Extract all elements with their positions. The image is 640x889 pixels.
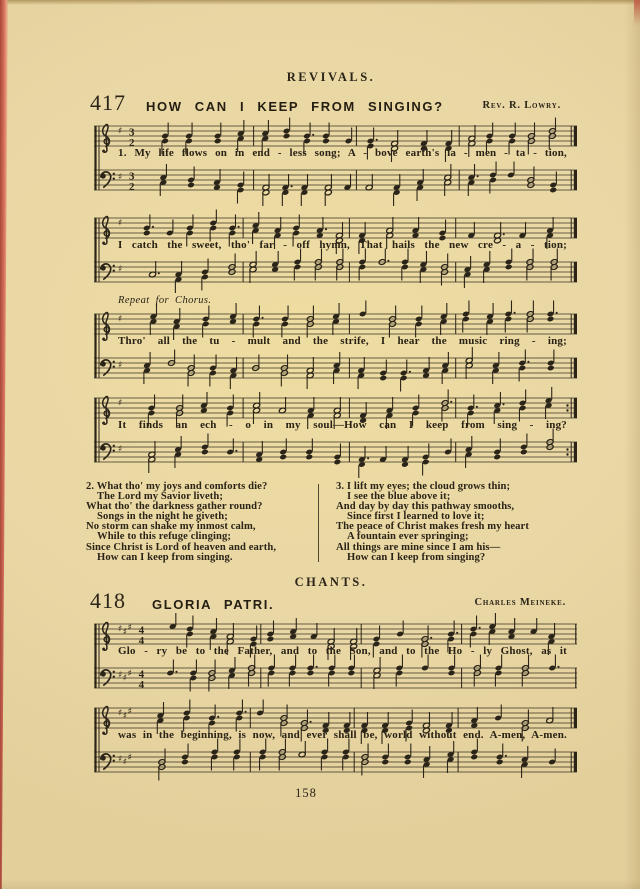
svg-text:♯: ♯	[118, 398, 123, 409]
svg-text:4: 4	[138, 678, 145, 691]
composer-417: Rev. R. Lowry.	[482, 100, 561, 111]
page-right-shade	[624, 0, 640, 889]
book-spine-edge	[0, 0, 9, 889]
music-system-2	[94, 212, 577, 290]
svg-text:♯: ♯	[127, 669, 132, 679]
section-head: CHANTS.	[294, 575, 368, 589]
verse-2	[86, 482, 318, 563]
verse-line: A fountain ever springing;	[347, 531, 469, 543]
music-system-1	[94, 120, 577, 198]
svg-text:♯: ♯	[118, 126, 123, 137]
verse-line: 3. I lift my eyes; the cloud grows thin;	[336, 481, 511, 492]
svg-text:♯: ♯	[122, 627, 128, 638]
verse-line: All things are mine since I am his—	[336, 541, 501, 553]
verses	[86, 482, 568, 563]
staff-svg	[94, 618, 577, 696]
song-number-418: 418	[90, 588, 126, 613]
svg-text:♯: ♯	[118, 264, 123, 275]
svg-text:♯: ♯	[122, 757, 128, 768]
staff-svg	[94, 212, 577, 290]
page-top-edge	[0, 0, 640, 5]
verse-line: Since first I learned to love it;	[347, 511, 485, 523]
svg-text:4: 4	[138, 634, 145, 647]
staff-svg	[94, 120, 577, 198]
svg-text:♯: ♯	[118, 708, 123, 719]
svg-text:♯: ♯	[118, 218, 123, 229]
svg-text:4: 4	[138, 668, 145, 681]
svg-text:3: 3	[129, 126, 135, 139]
staff-svg	[94, 308, 577, 386]
lyric-line: was in the beginning, is now, and ever shall be, world without end. A-men, A-men.	[118, 729, 567, 741]
verse-3	[336, 482, 568, 563]
page-number: 158	[295, 786, 317, 800]
music-system-6	[94, 702, 577, 780]
staff-svg	[94, 392, 577, 470]
verse-line: 2. What tho' my joys and comforts die?	[86, 481, 268, 492]
svg-text:♯: ♯	[127, 623, 132, 633]
song-title-417: HOW CAN I KEEP FROM SINGING?	[146, 99, 444, 114]
svg-text:2: 2	[129, 136, 135, 149]
svg-text:♯: ♯	[118, 314, 123, 325]
running-head: REVIVALS.	[286, 70, 376, 84]
svg-text:♯: ♯	[118, 754, 123, 765]
svg-text:♯: ♯	[118, 444, 123, 455]
svg-text:♯: ♯	[118, 172, 123, 183]
song-number-417: 417	[90, 90, 126, 115]
verse-line: How can I keep from singing.	[97, 551, 233, 563]
music-system-4	[94, 392, 577, 470]
svg-text:2: 2	[129, 180, 135, 193]
verse-line: Songs in the night he giveth;	[97, 511, 228, 523]
lyric-line: 1. My life flows on in end - less song; A - bove earth's la - men - ta - tion,	[118, 147, 567, 159]
svg-text:♯: ♯	[118, 670, 123, 681]
music-system-3	[94, 308, 577, 386]
verse-line: While to this refuge clinging;	[97, 531, 232, 543]
verse-line: I see the blue above it;	[347, 491, 451, 503]
svg-text:4: 4	[138, 624, 145, 637]
verse-line: Since Christ is Lord of heaven and earth,	[86, 541, 277, 553]
page-bottom-shade	[0, 879, 640, 889]
verse-line: The peace of Christ makes fresh my heart	[336, 521, 529, 533]
staff-svg	[94, 702, 577, 780]
verse-line: And day by day this pathway smooths,	[336, 501, 515, 513]
verse-line: No storm can shake my inmost calm,	[86, 521, 256, 533]
music-system-5	[94, 618, 577, 696]
repeat-direction: Repeat for Chorus.	[118, 295, 212, 306]
verse-column-divider	[318, 484, 319, 562]
svg-text:♯: ♯	[122, 673, 128, 684]
verse-line: How can I keep from singing?	[347, 551, 486, 563]
verse-line: The Lord my Savior liveth;	[97, 491, 224, 503]
lyric-line: Thro' all the tu - mult and the strife, I hear the music ring - ing;	[118, 335, 567, 347]
lyric-line: Glo - ry be to the Father, and to the Son, and to the Ho - ly Ghost, as it	[118, 645, 567, 657]
svg-text:3: 3	[129, 170, 135, 183]
verse-line: What tho' the darkness gather round?	[86, 501, 263, 513]
svg-text:♯: ♯	[127, 753, 132, 763]
svg-text:♯: ♯	[127, 707, 132, 717]
svg-text:♯: ♯	[122, 711, 128, 722]
composer-418: Charles Meineke.	[474, 597, 566, 608]
svg-text:♯: ♯	[118, 624, 123, 635]
lyric-line: I catch the sweet, tho' far - off hymn, That hails the new cre - a - tion;	[118, 239, 567, 251]
svg-text:♯: ♯	[118, 360, 123, 371]
song-title-418: GLORIA PATRI.	[152, 597, 275, 612]
lyric-line: It finds an ech - o in my soul—How can I keep from sing - ing?	[118, 419, 567, 431]
